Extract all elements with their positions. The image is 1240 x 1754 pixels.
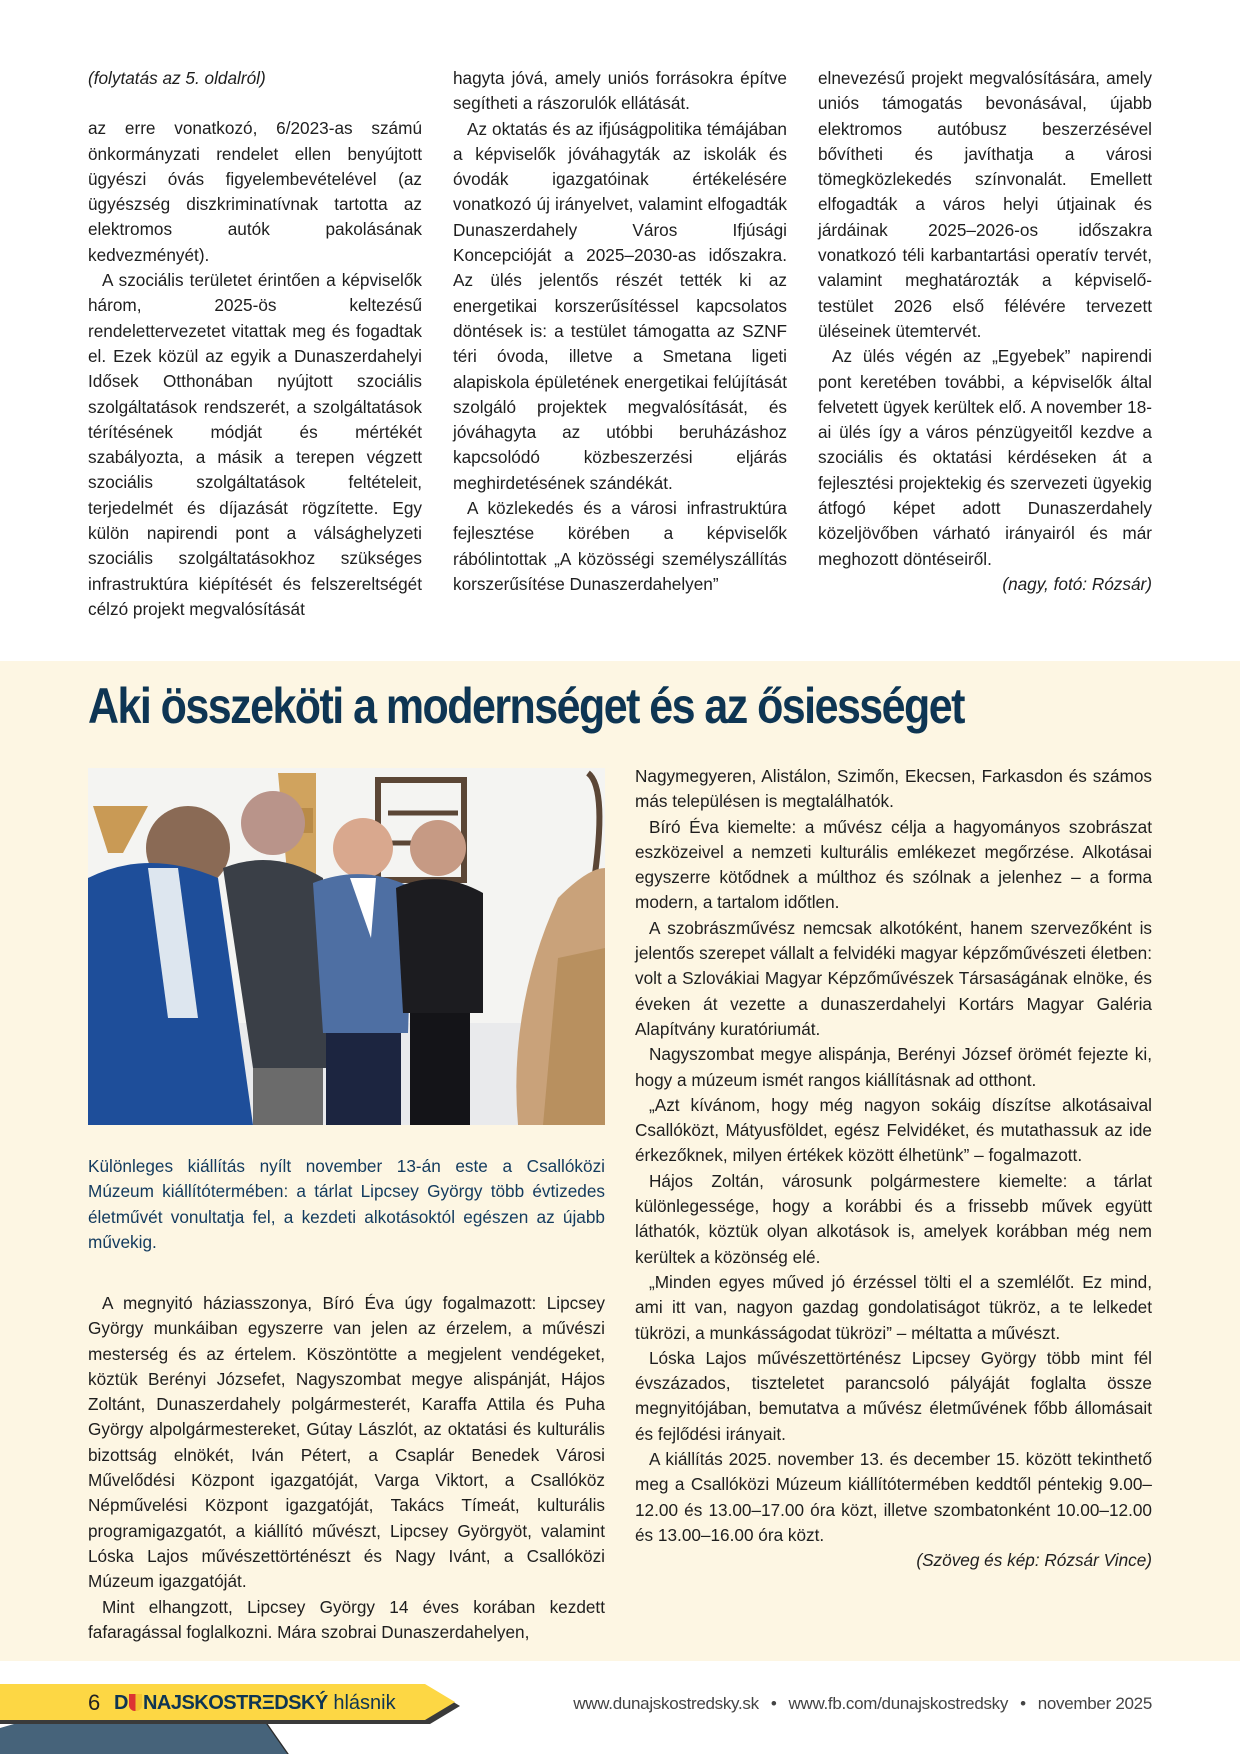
paragraph: Lóska Lajos művészettörténész Lipcsey György több mint fél évszázados, tiszteletet parancsoló pályáját foglalta össze megnyitójában, bemutatva a művész életművének főbb állomásait és fejlődési irányait.	[635, 1347, 1152, 1444]
article-credit: (nagy, fotó: Rózsár)	[1002, 573, 1152, 594]
paragraph: A közlekedés és a városi infrastruktúra fejlesztése körében a képviselők rábólintottak „A közösségi személyszállítás korszerűsítése Dunaszerdahelyen”	[453, 498, 787, 594]
photo-illustration	[88, 768, 605, 1125]
paragraph: A kiállítás 2025. november 13. és december 15. között tekinthető meg a Csallóközi Múzeum kiállítótermében keddtől péntekig 9.00–12.00 és 13.00–17.00 óra közt, illetve szombatonként 10.00–12.00 és 13.00–16.00 óra közt.	[635, 1449, 1152, 1545]
facebook-link[interactable]: www.fb.com/dunajskostredsky	[788, 1694, 1009, 1713]
paragraph: A szobrászművész nemcsak alkotóként, hanem szervezőként is jelentős szerepet vállalt a felvidéki magyar képzőművészeti életben: volt a Szlovákiai Magyar Képzőművészek Társaságának elnöke, és éveken át vezette a dunaszerdahelyi Kortárs Magyar Galéria Alapítvány kuratóriumát.	[635, 917, 1152, 1039]
page-number: 6	[88, 1690, 101, 1715]
top-article-column-1	[88, 66, 422, 622]
logo-text: DSKÝ	[274, 1692, 328, 1714]
paragraph: Mint elhangzott, Lipcsey György 14 éves korában kezdett fafaragással foglalkozni. Mára szobrai Dunaszerdahelyen,	[88, 1596, 605, 1642]
paragraph: Nagyszombat megye alispánja, Berényi József örömét fejezte ki, hogy a múzeum ismét rangos kiállításnak ad otthont.	[635, 1044, 1152, 1090]
feature-column-1	[88, 1291, 605, 1645]
exhibition-photo	[88, 768, 605, 1125]
paragraph: az erre vonatkozó, 6/2023-as számú önkormányzati rendelet ellen benyújtott ügyészi óvás figyelembevételével (az ügyészség diszkriminatívnak tartotta az elektromos autók pakolásának kedvezményét).	[88, 118, 422, 265]
photo-caption: Különleges kiállítás nyílt november 13-án este a Csallóközi Múzeum kiállítótermében: a tárlat Lipcsey György több évtizedes életművét vonultatja fel, a kezdeti alkotásoktól egészen az újabb művekig.	[88, 1156, 605, 1252]
paragraph: Az oktatás és az ifjúságpolitika témájában a képviselők jóváhagyták az iskolák és óvodák igazgatóinak értékelésére vonatkozó új irányelvet, valamint elfogadták Dunaszerdahely Város Ifjúsági Koncepcióját a 2025–2030-as időszakra. Az ülés jelentős részét tették ki az energetikai korszerűsítéssel kapcsolatos döntések is: a testület támogatta az SZNF téri óvoda, illetve a Smetana ligeti alapiskola épületének energetikai felújítását szolgáló projektek megvalósítását, és jóváhagyta az utóbbi beruházáshoz kapcsolódó közbeszerzési eljárás meghirdetésének szándékát.	[453, 118, 787, 493]
paragraph: hagyta jóvá, amely uniós forrásokra építve segítheti a rászorulók ellátását.	[453, 68, 787, 114]
top-article-column-2	[453, 66, 787, 597]
paragraph: Hájos Zoltán, városunk polgármestere kiemelte: a tárlat különlegessége, hogy a korábbi és a frissebb művek együtt láthatók, köztük olyan alkotások is, amelyek korábban még nem kerültek a közönség elé.	[635, 1170, 1152, 1267]
coat-of-arms-icon	[129, 1694, 142, 1711]
issue-date: november 2025	[1037, 1694, 1152, 1713]
paragraph: „Azt kívánom, hogy még nagyon sokáig díszítse alkotásaival Csallóközt, Mátyusföldet, egész Felvidéket, és mutathassuk az ide érkezőknek, milyen értékek között élhetünk” – fogalmazott.	[635, 1094, 1152, 1166]
publication-logo	[114, 1690, 396, 1716]
logo-text: Ξ	[261, 1692, 275, 1714]
paragraph: „Minden egyes műved jó érzéssel tölti el a szemlélőt. Ez mind, ami itt van, nagyon gazdag gondolatiságot tükröz, a te lelkedet tükrözi, a munkásságodat tükrözi” – méltatta a művészt.	[635, 1271, 1152, 1343]
logo-text: D	[114, 1692, 128, 1714]
top-article-column-3	[818, 66, 1152, 597]
separator: •	[770, 1694, 777, 1713]
logo-text: NAJSKOSTR	[142, 1692, 262, 1714]
paragraph: Bíró Éva kiemelte: a művész célja a hagyományos szobrászat eszközeivel a nemzeti kulturális emlékezet megőrzése. Alkotásai egyszerre kötődnek a múlthoz és szólnak a jelenhez – a forma modern, a tartalom időtlen.	[635, 816, 1152, 913]
article-credit: (Szöveg és kép: Rózsár Vince)	[916, 1550, 1152, 1571]
website-link[interactable]: www.dunajskostredsky.sk	[573, 1694, 759, 1713]
footer-links	[573, 1694, 1152, 1714]
page-footer	[0, 1674, 1240, 1754]
paragraph: A megnyitó háziasszonya, Bíró Éva úgy fogalmazott: Lipcsey György munkáiban egyszerre van jelen az érzelem, a művészi mesterség és az értelem. Köszöntötte a megjelent vendégeket, köztük Berényi Józsefet, Nagyszombat megye alispánját, Hájos Zoltánt, Dunaszerdahely polgármesterét, Karaffa Attila és Puha György alpolgármestereket, Gútay Lászlót, az oktatási és kulturális bizottság elnökét, Iván Pétert, a Csaplár Benedek Városi Művelődési Központ igazgatóját, Varga Viktort, a Csallóköz Népművelési Központ igazgatóját, Takács Tímeát, kulturális programigazgatót, a kiállító művészt, Lipcsey Györgyöt, valamint Lóska Lajos művészettörténészt és Nagy Ivánt, a Csallóközi Múzeum igazgatóját.	[88, 1293, 605, 1592]
paragraph: Nagymegyeren, Alistálon, Szimőn, Ekecsen, Farkasdon és számos más településen is megtalálhatók.	[635, 766, 1152, 812]
feature-headline: Aki összeköti a modernséget és az ősiességet	[88, 678, 964, 734]
logo-suffix: hlásnik	[333, 1692, 396, 1714]
continued-note: (folytatás az 5. oldalról)	[88, 68, 266, 88]
paragraph: A szociális területet érintően a képviselők három, 2025-ös keltezésű rendelettervezetet vitattak meg és fogadtak el. Ezek közül az egyik a Dunaszerdahelyi Idősek Otthonában nyújtott szociális szolgáltatások rendszerét, a szolgáltatások térítésének módját és mértékét szabályozta, a másik a terepen végzett szociális szolgáltatások feltételeit, terjedelmét és díjazását rögzítette. Egy külön napirendi pont a válsághelyzeti szociális szolgáltatásokhoz szükséges infrastruktúra kiépítését és felszereltségét célzó projekt megvalósítását	[88, 270, 422, 619]
feature-column-2	[635, 764, 1152, 1574]
paragraph: elnevezésű projekt megvalósítására, amely uniós támogatás bevonásával, újabb elektromos autóbusz beszerzésével bővítheti és javíthatja a városi tömegközlekedés színvonalát. Emellett elfogadták a város helyi útjainak és járdáinak 2025–2026-os időszakra vonatkozó téli karbantartási operatív tervét, valamint meghatározták a képviselő-testület 2026 első félévére tervezett üléseinek ütemtervét.	[818, 68, 1152, 341]
separator: •	[1020, 1694, 1026, 1713]
paragraph: Az ülés végén az „Egyebek” napirendi pont keretében további, a képviselők által felvetett ügyek kerültek elő. A november 18-ai ülés így a város pénzügyeitől kezdve a szociális és oktatási kérdéseken át a fejlesztési projektekig és szervezeti ügyekig átfogó képet adott Dunaszerdahely közeljövőben várható irányairól és már meghozott döntéseiről.	[818, 346, 1152, 569]
